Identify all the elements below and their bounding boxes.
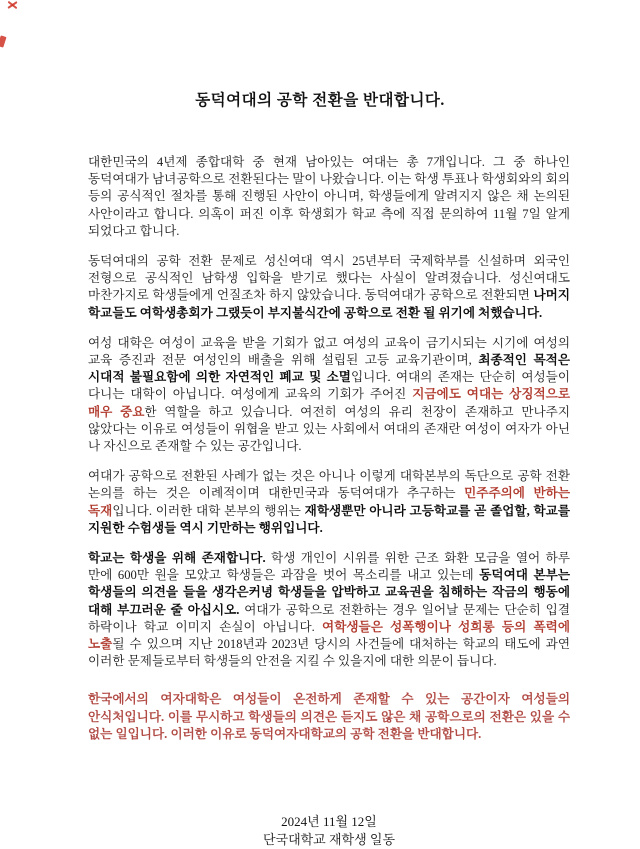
document-body: [0, 110, 640, 849]
text-segment: 여대가 공학으로 전환하는 경우 일어날 문제는 단순히 입결 하락이나 학교 이미지 손실이 아닙니다.: [88, 602, 570, 634]
signature-line: 단국대학교 재학생 일동: [262, 832, 396, 848]
text-segment: 학교는 학생을 위해 존재합니다.: [88, 551, 266, 566]
text-segment: 대한민국의 4년제 종합대학 중 현재 남아있는 여대는 총 7개입니다. 그 중 하나인 동덕여대가 남녀공학으로 전환된다는 말이 나왔습니다. 이는 학생 투표나 학생회와의 회의 등의 공식적인 절차를 통해 진행된 사안이 아니며, 학생들에게 알려지지 않은 채 논의된 사안이라고 합니다. 의혹이 퍼진 이후 학생회가 학교 측에 직접 문의하여 11월 7일 알게 되었다고 합니다.: [88, 155, 570, 238]
paragraph: [88, 550, 570, 670]
paragraph: [88, 154, 570, 240]
text-segment: 한국에서의 여자대학은 여성들이 온전하게 존재할 수 있는 공간이자 여성들의 안식처입니다. 이를 무시하고 학생들의 의견은 듣지도 않은 채 공학으로의 전환은 있을 수 없는 일입니다. 이러한 이유로 동덕여자대학교의 공학 전환을 반대합니다.: [88, 692, 570, 741]
text-segment: 한 역할을 하고 있습니다. 여전히 여성의 유리 천장이 존재하고 만나주지 않았다는 이유로 여성들이 위협을 받고 있는 사회에서 여대의 존재란 여성이 여자가 아닌 나 자신으로 존재할 수 있는 공간입니다.: [88, 404, 570, 454]
text-segment: 재학생뿐만 아니라 고등학교를 곧 졸업할, 학교를 지원한 수험생들 역시 기만하는 행위입니다.: [88, 503, 570, 535]
closing-statement: [88, 691, 570, 743]
text-segment: 여성 대학은 여성이 교육을 받을 기회가 없고 여성의 교육이 금기시되는 시기에 여성의 교육 증진과 전문 여성인의 배출을 위해 설립된 고등 교육기관이며,: [88, 335, 570, 368]
text-segment: 나머지 학교들도 여학생총회가 그랬듯이 부지불식간에 공학으로 전환 될 위기에 처했습니다.: [88, 288, 570, 320]
document-title: 동덕여대의 공학 전환을 반대합니다.: [195, 92, 445, 109]
text-segment: 될 수 있으며 지난 2018년과 2023년 당시의 사건들에 대처하는 학교의 태도에 과연 이러한 문제들로부터 학생들의 안전을 지킬 수 있을지에 대한 의문이 듭니다.: [88, 637, 570, 669]
paragraph: [88, 335, 570, 455]
text-segment: 최종적인 목적은 시대적 불필요함에 의한 자연적인 폐교 및 소멸: [88, 353, 570, 385]
text-segment: 민주주의에 반하는 독재: [88, 486, 570, 518]
paragraph: [88, 253, 570, 322]
paragraph: [88, 468, 570, 537]
text-segment: 학생 개인이 시위를 위한 근조 화환 모금을 열어 하루 만에 600만 원을 모았고 학생들은 과잠을 벗어 목소리를 내고 있는데: [88, 551, 570, 583]
text-segment: 입니다. 이러한 대학 본부의 행위는: [112, 503, 305, 518]
text-segment: 입니다. 여대의 존재는 단순히 여성들이 다니는 대학이 아닙니다. 여성에게 교육의 기회가 주어진: [88, 370, 570, 402]
text-segment: 여학생들은 성폭행이나 성희롱 등의 폭력에 노출: [88, 619, 570, 652]
text-segment: 동덕여대 본부는 학생들의 의견을 들을 생각은커녕 학생들을 압박하고 교육권을 침해하는 작금의 행동에 대해 부끄러운 줄 아십시오.: [88, 568, 570, 617]
date-line: 2024년 11월 12일: [281, 814, 377, 830]
text-segment: 지금에도 여대는 상징적으로 매우 중요: [88, 387, 570, 419]
text-segment: 여대가 공학으로 전환된 사례가 없는 것은 아니나 이렇게 대학본부의 독단으로 공학 전환 논의를 하는 것은 이례적이며 대한민국과 동덕여대가 추구하는: [88, 469, 570, 501]
text-segment: 동덕여대의 공학 전환 문제로 성신여대 역시 25년부터 국제학부를 신설하며 외국인 전형으로 공식적인 남학생 입학을 받기로 했다는 사실이 알려졌습니다. 성신여대도 마찬가지로 학생들에게 언질조차 하지 않았습니다. 동덕여대가 공학으로 전환되면: [88, 254, 570, 303]
document-footer: [88, 813, 570, 849]
